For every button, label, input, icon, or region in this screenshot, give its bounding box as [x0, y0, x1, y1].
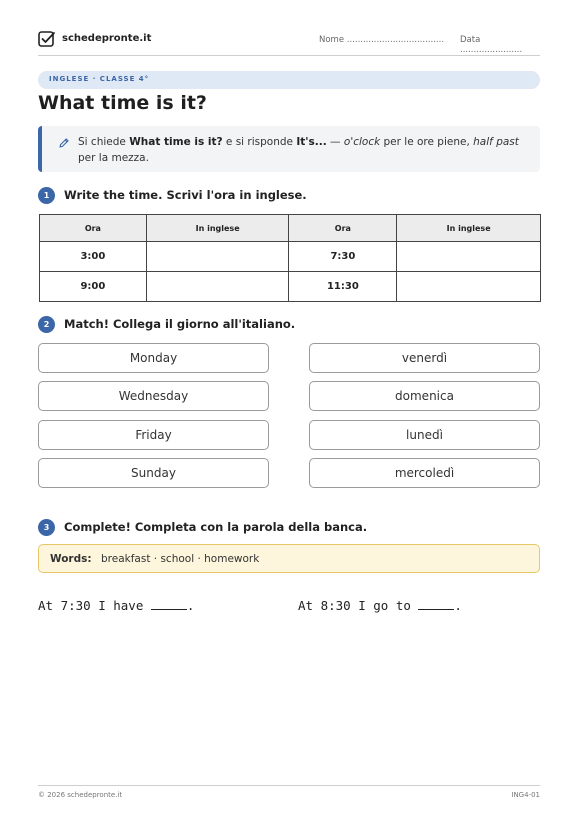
page-footer — [38, 785, 540, 801]
column-header: In inglese — [146, 215, 289, 242]
answer-cell[interactable] — [397, 272, 541, 302]
instruction-half-past: half past — [473, 136, 519, 148]
sentence-end: . — [186, 598, 195, 613]
match-right-item[interactable]: venerdì — [309, 343, 540, 373]
match-right-item[interactable]: lunedì — [309, 420, 540, 450]
instruction-part: Si chiede — [78, 136, 130, 148]
footer-copyright: © 2026 schedepronte.it — [38, 791, 123, 799]
sentence-text: At 7:30 I have — [38, 598, 151, 613]
answer-cell[interactable] — [146, 242, 289, 272]
column-header: In inglese — [397, 215, 541, 242]
word-bank-label: Words: — [50, 553, 92, 565]
subject-tag — [38, 71, 540, 89]
answer-cell[interactable] — [146, 272, 289, 302]
section-number-badge: 2 — [38, 316, 55, 333]
column-header: Ora — [289, 215, 397, 242]
brand-name: schedepronte.it — [62, 33, 152, 44]
answer-blank[interactable] — [151, 598, 187, 610]
match-right-item[interactable]: domenica — [309, 381, 540, 411]
name-field: Nome .................................... — [319, 35, 445, 45]
instruction-box — [38, 126, 540, 172]
instruction-part: — — [326, 136, 344, 148]
time-cell: 11:30 — [289, 272, 397, 302]
page-header — [38, 30, 540, 56]
answer-cell[interactable] — [397, 242, 541, 272]
match-left-item[interactable]: Wednesday — [38, 381, 269, 411]
fill-sentence — [38, 598, 194, 613]
match-left-item[interactable]: Monday — [38, 343, 269, 373]
instruction-text — [78, 134, 536, 166]
sentence-end: . — [454, 598, 462, 613]
section-title: Write the time. Scrivi l'ora in inglese. — [64, 188, 307, 202]
column-header: Ora — [40, 215, 147, 242]
sentence-text: At 8:30 I go to — [298, 598, 419, 613]
instruction-part: per le ore piene, — [380, 136, 474, 148]
answer-blank[interactable] — [418, 598, 454, 610]
word-bank-words: breakfast · school · homework — [101, 553, 260, 565]
table-row — [40, 272, 541, 302]
instruction-part: per la mezza. — [78, 152, 149, 164]
match-left-item[interactable]: Sunday — [38, 458, 269, 488]
section-title: Complete! Completa con la parola della banca. — [64, 520, 368, 534]
section-number-badge: 1 — [38, 187, 55, 204]
page-title: What time is it? — [38, 92, 207, 114]
word-bank — [38, 544, 540, 573]
time-cell: 9:00 — [40, 272, 147, 302]
time-table — [39, 214, 541, 302]
time-cell: 7:30 — [289, 242, 397, 272]
instruction-answer: It's... — [296, 136, 327, 148]
instruction-oclock: o'clock — [343, 136, 381, 148]
section-number-badge: 3 — [38, 519, 55, 536]
instruction-question: What time is it? — [129, 136, 223, 148]
match-right-item[interactable]: mercoledì — [309, 458, 540, 488]
subject-tag-label: INGLESE · CLASSE 4° — [49, 75, 150, 83]
instruction-part: e si risponde — [222, 136, 297, 148]
date-field: Data ....................... — [460, 35, 523, 55]
pencil-icon — [58, 137, 70, 149]
checkbox-logo-icon — [38, 30, 56, 48]
time-cell: 3:00 — [40, 242, 147, 272]
match-left-item[interactable]: Friday — [38, 420, 269, 450]
table-row — [40, 242, 541, 272]
table-header-row — [40, 215, 541, 242]
fill-sentence — [298, 598, 462, 613]
section-title: Match! Collega il giorno all'italiano. — [64, 317, 296, 331]
footer-code: ING4-01 — [511, 791, 540, 799]
